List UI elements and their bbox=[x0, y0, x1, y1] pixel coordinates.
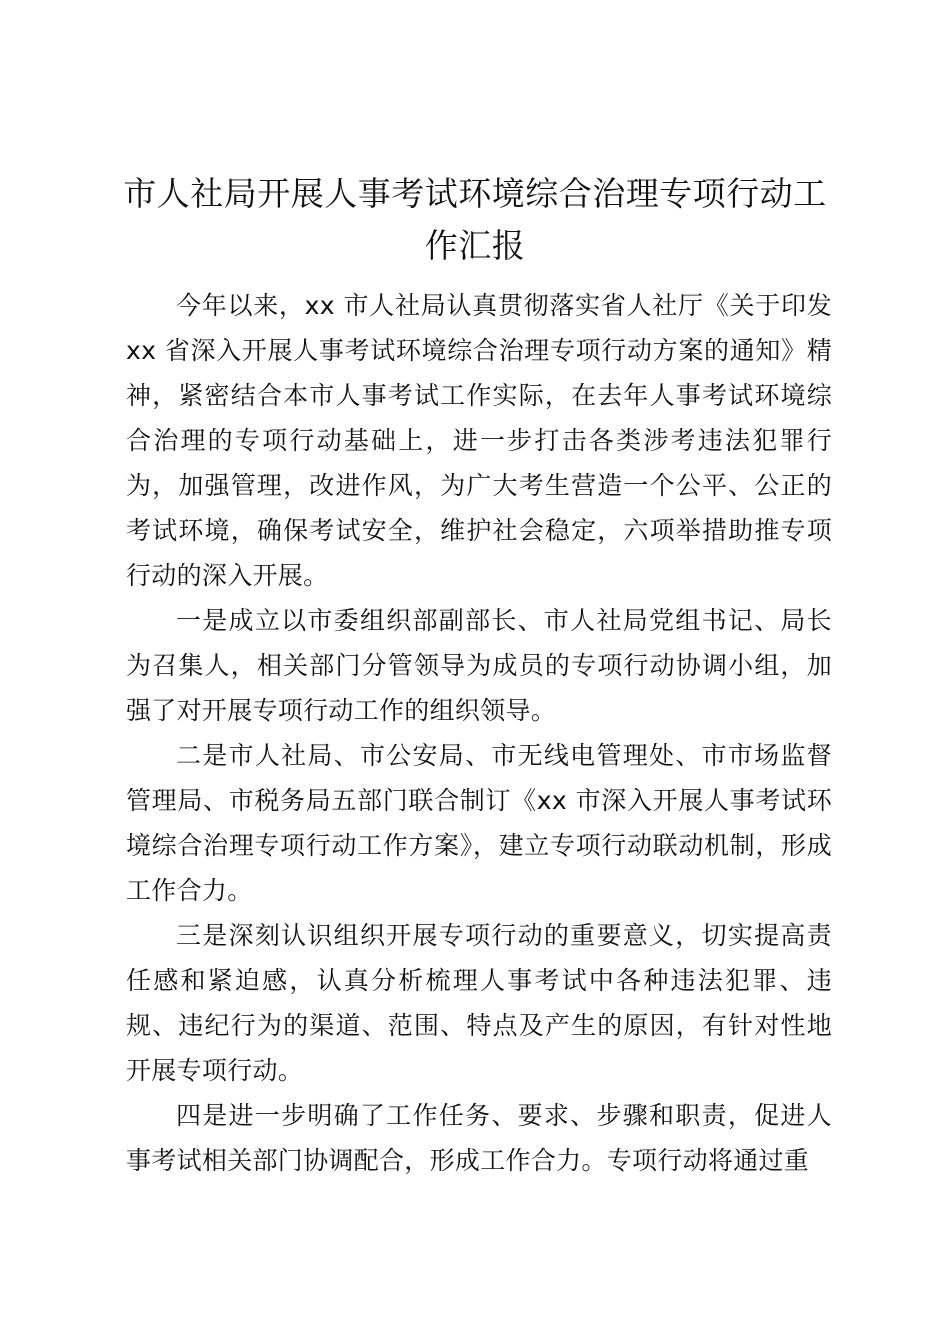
paragraph-measure-1: 一是成立以市委组织部副部长、市人社局党组书记、局长为召集人，相关部门分管领导为成员的专项行动协调小组，加强了对开展专项行动工作的组织领导。 bbox=[126, 606, 832, 725]
paragraph-measure-4: 四是进一步明确了工作任务、要求、步骤和职责，促进人事考试相关部门协调配合，形成工作合力。专项行动将通过重 bbox=[126, 1101, 832, 1175]
paragraph-intro: 今年以来，xx 市人社局认真贯彻落实省人社厅《关于印发 xx 省深入开展人事考试环境综合治理专项行动方案的通知》精神，紧密结合本市人事考试工作实际，在去年人事考试环境综合治理的专项行动基础上，进一步打击各类涉考违法犯罪行为，加强管理，改进作风，为广大考生营造一个公平、公正的考试环境，确保考试安全，维护社会稳定，六项举措助推专项行动的深入开展。 bbox=[126, 291, 832, 590]
document-title: 市人社局开展人事考试环境综合治理专项行动工作汇报 bbox=[123, 174, 827, 265]
paragraph-measure-3: 三是深刻认识组织开展专项行动的重要意义，切实提高责任感和紧迫感，认真分析梳理人事考试中各种违法犯罪、违规、违纪行为的渠道、范围、特点及产生的原因，有针对性地开展专项行动。 bbox=[126, 921, 832, 1085]
paragraph-measure-2: 二是市人社局、市公安局、市无线电管理处、市市场监督管理局、市税务局五部门联合制订《xx 市深入开展人事考试环境综合治理专项行动工作方案》，建立专项行动联动机制，形成工作合力。 bbox=[126, 741, 832, 905]
document-body bbox=[126, 283, 832, 1183]
